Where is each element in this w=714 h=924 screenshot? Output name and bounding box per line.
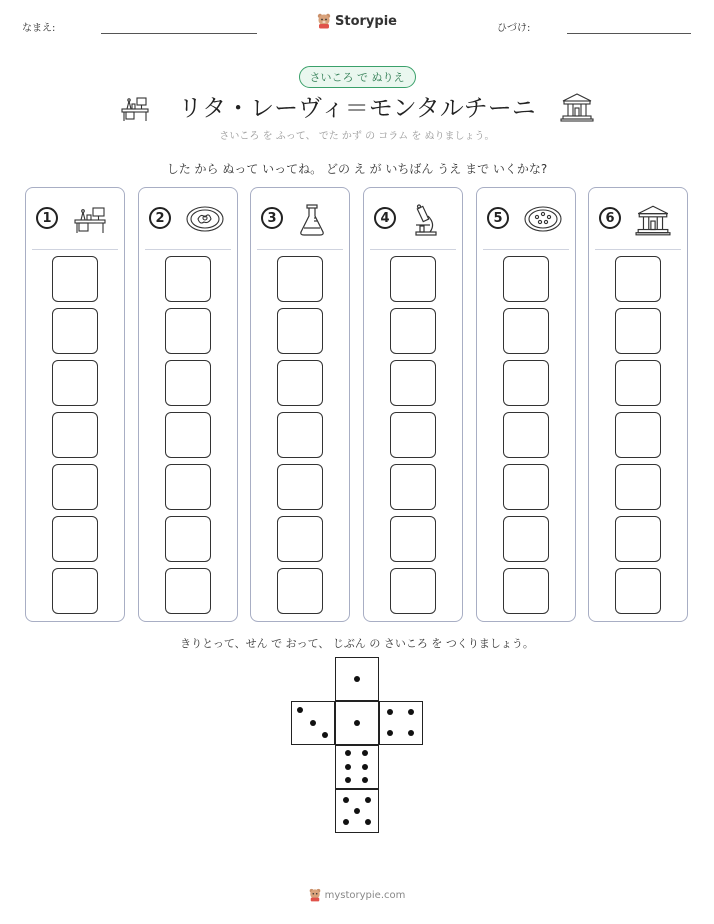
bear-logo-icon — [309, 888, 321, 902]
color-box[interactable] — [52, 568, 98, 614]
footer — [0, 888, 714, 905]
dice-pip — [362, 777, 368, 783]
brand-name: Storypie — [335, 13, 397, 29]
column-number: 2 — [149, 207, 171, 229]
color-box[interactable] — [503, 256, 549, 302]
color-box[interactable] — [52, 308, 98, 354]
color-box[interactable] — [277, 412, 323, 458]
color-box[interactable] — [615, 256, 661, 302]
dice-pip — [387, 730, 393, 736]
bear-logo-icon — [317, 13, 331, 29]
brand-logo — [0, 13, 714, 33]
dice-column-4 — [363, 187, 463, 622]
color-box[interactable] — [390, 256, 436, 302]
color-box[interactable] — [165, 412, 211, 458]
date-line — [567, 33, 691, 34]
column-divider — [483, 249, 569, 250]
color-box[interactable] — [277, 256, 323, 302]
dice-column-1 — [25, 187, 125, 622]
activity-badge: さいころ で ぬりえ — [0, 66, 714, 88]
column-divider — [257, 249, 343, 250]
column-number: 5 — [487, 207, 509, 229]
color-box[interactable] — [615, 464, 661, 510]
color-box[interactable] — [277, 308, 323, 354]
instruction-text: した から ぬって いってね。 どの え が いちばん うえ まで いくかな? — [166, 162, 548, 176]
color-box[interactable] — [390, 412, 436, 458]
dice-column-6 — [588, 187, 688, 622]
color-box[interactable] — [390, 360, 436, 406]
color-box[interactable] — [277, 568, 323, 614]
color-box[interactable] — [52, 360, 98, 406]
dice-column-3 — [250, 187, 350, 622]
petri-dish-cells-icon — [185, 204, 225, 238]
color-box[interactable] — [52, 412, 98, 458]
dice-column-2 — [138, 187, 238, 622]
dice-face-3 — [291, 701, 335, 745]
column-number: 6 — [599, 207, 621, 229]
color-box[interactable] — [165, 516, 211, 562]
dice-column-5 — [476, 187, 576, 622]
dice-pip — [343, 797, 349, 803]
museum-building-icon — [635, 204, 671, 240]
color-box[interactable] — [277, 464, 323, 510]
column-header — [599, 204, 679, 234]
column-divider — [145, 249, 231, 250]
dice-pip — [310, 720, 316, 726]
color-box[interactable] — [165, 360, 211, 406]
column-number: 1 — [36, 207, 58, 229]
color-box[interactable] — [503, 412, 549, 458]
name-line — [101, 33, 257, 34]
dice-pip — [345, 764, 351, 770]
flask-icon — [297, 204, 327, 240]
dice-pip — [297, 707, 303, 713]
dice-pip — [408, 730, 414, 736]
column-header — [149, 204, 229, 234]
color-box[interactable] — [390, 308, 436, 354]
color-box[interactable] — [503, 308, 549, 354]
dice-pip — [365, 797, 371, 803]
color-box[interactable] — [503, 464, 549, 510]
dice-pip — [362, 764, 368, 770]
column-number: 4 — [374, 207, 396, 229]
subtitle: さいころ を ふって、 でた かず の コラム を ぬりましょう。 — [219, 131, 495, 142]
dice-pip — [354, 720, 360, 726]
column-divider — [370, 249, 456, 250]
dice-pip — [345, 777, 351, 783]
footer-site: mystorypie.com — [324, 889, 406, 901]
color-box[interactable] — [165, 308, 211, 354]
color-box[interactable] — [503, 360, 549, 406]
petri-dish-icon — [523, 204, 563, 238]
color-box[interactable] — [615, 360, 661, 406]
dice-pip — [354, 808, 360, 814]
column-number: 3 — [261, 207, 283, 229]
dice-pip — [365, 819, 371, 825]
dice-face-6 — [335, 745, 379, 789]
dice-pip — [354, 676, 360, 682]
color-box[interactable] — [165, 568, 211, 614]
color-box[interactable] — [165, 464, 211, 510]
page-title: リタ・レーヴィ＝モンタルチーニ — [178, 94, 536, 122]
cut-instruction: きりとって、せん で おって、 じぶん の さいころ を つくりましょう。 — [180, 637, 534, 650]
dice-face-1 — [335, 701, 379, 745]
dice-pip — [343, 819, 349, 825]
museum-building-icon — [560, 92, 594, 126]
column-header — [374, 204, 454, 234]
color-box[interactable] — [52, 256, 98, 302]
microscope-icon — [410, 204, 440, 240]
color-box[interactable] — [165, 256, 211, 302]
color-box[interactable] — [390, 568, 436, 614]
column-header — [36, 204, 116, 234]
column-divider — [32, 249, 118, 250]
dice-face-5 — [335, 789, 379, 833]
dice-face-1 — [335, 657, 379, 701]
color-box[interactable] — [615, 308, 661, 354]
color-box[interactable] — [615, 516, 661, 562]
name-label: なまえ: — [22, 23, 56, 34]
column-divider — [595, 249, 681, 250]
column-header — [487, 204, 567, 234]
lab-desk-icon — [72, 204, 108, 238]
color-box[interactable] — [503, 516, 549, 562]
color-box[interactable] — [503, 568, 549, 614]
color-box[interactable] — [277, 516, 323, 562]
color-box[interactable] — [615, 568, 661, 614]
color-box[interactable] — [52, 464, 98, 510]
dice-face-4 — [379, 701, 423, 745]
color-box[interactable] — [390, 516, 436, 562]
dice-pip — [322, 732, 328, 738]
dice-pip — [387, 709, 393, 715]
dice-pip — [408, 709, 414, 715]
column-header — [261, 204, 341, 234]
dice-pip — [362, 750, 368, 756]
color-box[interactable] — [277, 360, 323, 406]
color-box[interactable] — [390, 464, 436, 510]
color-box[interactable] — [52, 516, 98, 562]
date-label: ひづけ: — [497, 23, 531, 34]
color-box[interactable] — [615, 412, 661, 458]
dice-pip — [345, 750, 351, 756]
